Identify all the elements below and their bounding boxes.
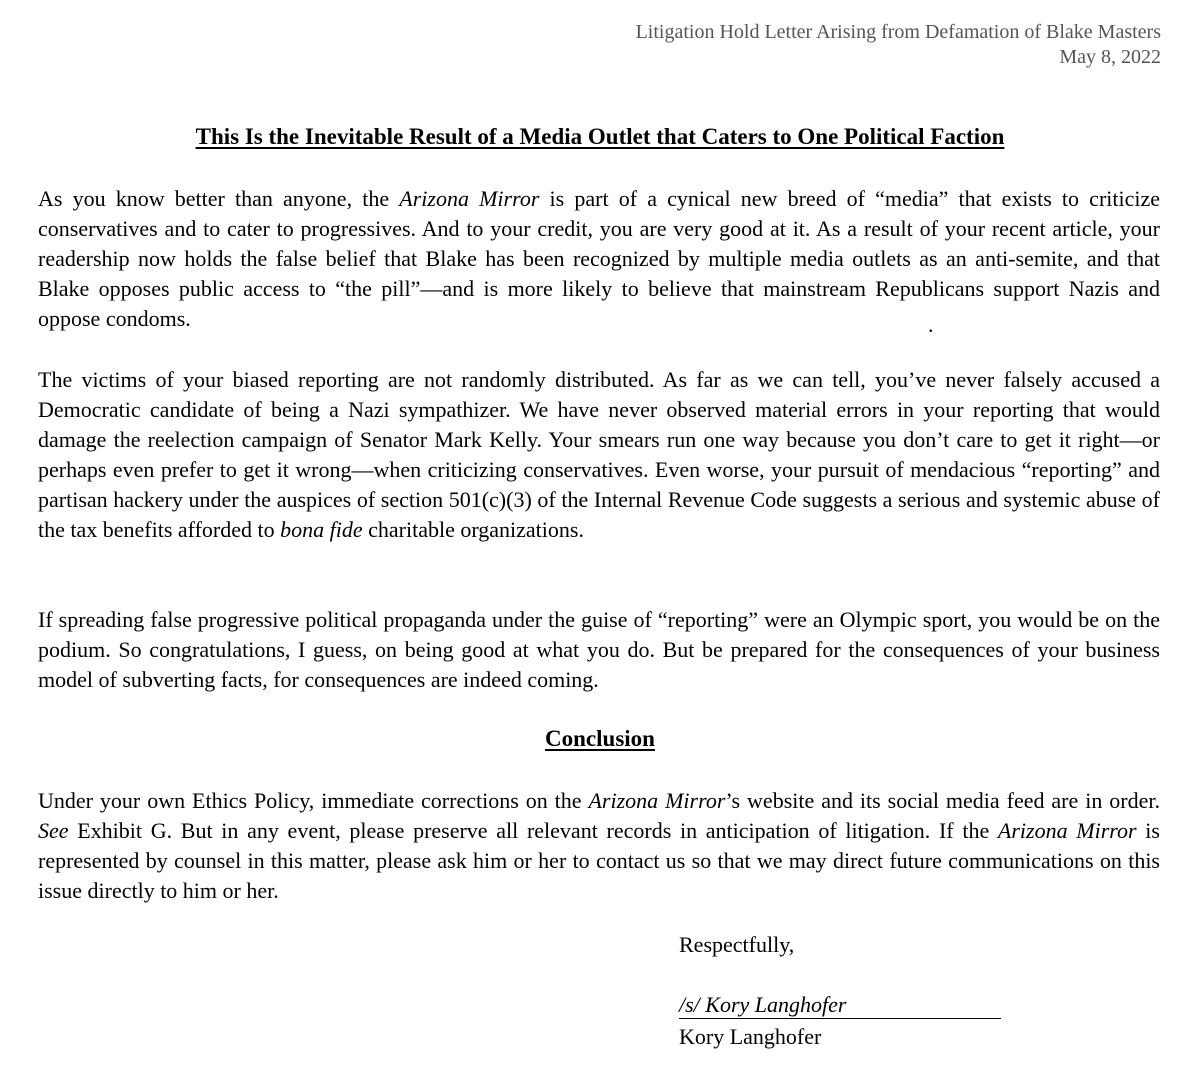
- header-title: Litigation Hold Letter Arising from Defamation of Blake Masters: [635, 21, 1161, 43]
- stray-mark: .: [928, 312, 934, 337]
- paragraph-1: As you know better than anyone, the Arizona Mirror is part of a cynical new breed of “media” that exists to criticize conservatives and to cater to progressives. And to your credit, you are very good at it. As a result of your recent article, your readership now holds the false belief that Blake has been recognized by multiple media outlets as an anti-semite, and that Blake opposes public access to “the pill”—and is more likely to believe that mainstream Republicans support Nazis and oppose condoms.: [38, 186, 1161, 331]
- publication-name: Arizona Mirror: [588, 788, 726, 813]
- conclusion-heading: Conclusion: [545, 726, 655, 751]
- paragraph-2: The victims of your biased reporting are not randomly distributed. As far as we can tell, you’ve never falsely accused a Democratic candidate of being a Nazi sympathizer. We have never observed material errors in your reporting that would damage the reelection campaign of Senator Mark Kelly. Your smears run one way because you don’t care to get it right—or perhaps even prefer to get it wrong—when criticizing conservatives. Even worse, your pursuit of mendacious “reporting” and partisan hackery under the auspices of section 501(c)(3) of the Internal Revenue Code suggests a serious and systemic abuse of the tax benefits afforded to bona fide charitable organizations.: [38, 367, 1160, 542]
- paragraph-4: Under your own Ethics Policy, immediate corrections on the Arizona Mirror’s website and its social media feed are in order. See Exhibit G. But in any event, please preserve all relevant records in anticipation of litigation. If the Arizona Mirror is represented by counsel in this matter, please ask him or her to contact us so that we may direct future communications on this issue directly to him or her.: [38, 788, 1160, 903]
- letter-header: [636, 20, 1161, 70]
- citation-signal: See: [38, 818, 69, 843]
- publication-name: Arizona Mirror: [399, 186, 540, 211]
- paragraph-3: If spreading false progressive political propaganda under the guise of “reporting” were an Olympic sport, you would be on the podium. So congratulations, I guess, on being good at what you do. But be prepared for the consequences of your business model of subverting facts, for consequences are indeed coming.: [38, 607, 1160, 692]
- header-date: May 8, 2022: [1059, 46, 1161, 68]
- latin-phrase: bona fide: [280, 517, 363, 542]
- publication-name: Arizona Mirror: [997, 818, 1137, 843]
- signer-name: Kory Langhofer: [679, 1024, 822, 1049]
- salutation: Respectfully,: [679, 932, 795, 957]
- section-heading: This Is the Inevitable Result of a Media Outlet that Caters to One Political Faction: [195, 124, 1005, 149]
- signature: /s/ Kory Langhofer: [679, 992, 1001, 1019]
